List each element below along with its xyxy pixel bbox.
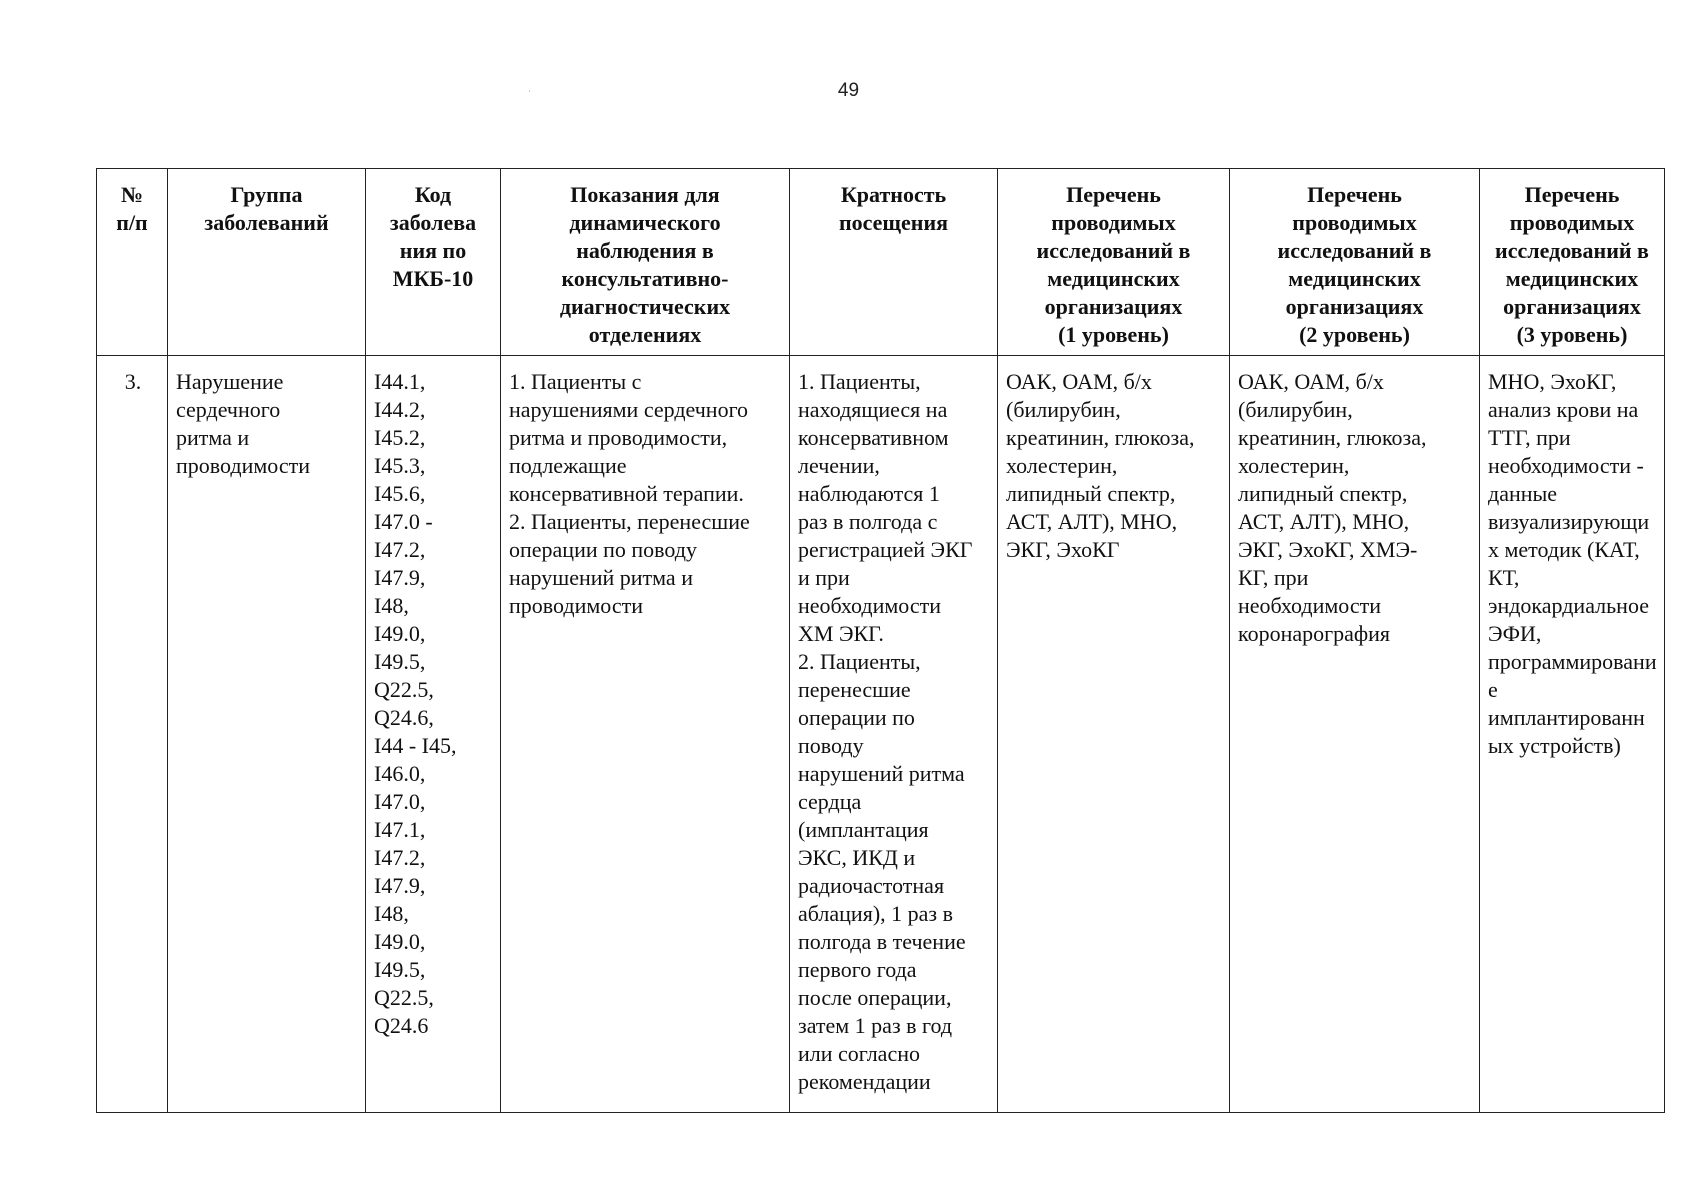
table-row [97, 356, 1665, 1113]
header-group: Группа заболеваний [168, 169, 366, 356]
header-level1: Перечень проводимых исследований в медицинских организациях (1 уровень) [998, 169, 1230, 356]
header-level3: Перечень проводимых исследований в медицинских организациях (3 уровень) [1480, 169, 1665, 356]
cell-group: Нарушение сердечного ритма и проводимости [168, 356, 366, 1113]
page-number: 49 [837, 80, 860, 101]
table-header-row [97, 169, 1665, 356]
cell-code: I44.1, I44.2, I45.2, I45.3, I45.6, I47.0 - I47.2, I47.9, I48, I49.0, I49.5, Q22.5, Q24.6, I44 - I45, I46.0, I47.0, I47.1, I47.2, I47.9, I48, I49.0, I49.5, Q22.5, Q24.6 [366, 356, 501, 1113]
cell-frequency: 1. Пациенты, находящиеся на консервативном лечении, наблюдаются 1 раз в полгода с регистрацией ЭКГ и при необходимости ХМ ЭКГ. 2. Пациенты, перенесшие операции по поводу нарушений ритма сердца (имплантация ЭКС, ИКД и радиочастотная аблация), 1 раз в полгода в течение первого года после операции, затем 1 раз в год или согласно рекомендации [790, 356, 998, 1113]
cell-level1: ОАК, ОАМ, б/х (билирубин, креатинин, глюкоза, холестерин, липидный спектр, АСТ, АЛТ), МНО, ЭКГ, ЭхоКГ [998, 356, 1230, 1113]
cell-indications: 1. Пациенты с нарушениями сердечного ритма и проводимости, подлежащие консервативной терапии. 2. Пациенты, перенесшие операции по поводу нарушений ритма и проводимости [501, 356, 790, 1113]
header-indications: Показания для динамического наблюдения в консультативно- диагностических отделениях [501, 169, 790, 356]
scan-speck: · [528, 86, 531, 96]
observation-table [96, 168, 1665, 1113]
cell-level2: ОАК, ОАМ, б/х (билирубин, креатинин, глюкоза, холестерин, липидный спектр, АСТ, АЛТ), МНО, ЭКГ, ЭхоКГ, ХМЭ- КГ, при необходимости коронарография [1230, 356, 1480, 1113]
header-level2: Перечень проводимых исследований в медицинских организациях (2 уровень) [1230, 169, 1480, 356]
cell-num: 3. [97, 356, 168, 1113]
header-num: № п/п [97, 169, 168, 356]
header-frequency: Кратность посещения [790, 169, 998, 356]
cell-level3: МНО, ЭхоКГ, анализ крови на ТТГ, при необходимости - данные визуализирующи х методик (КАТ, КТ, эндокардиальное ЭФИ, программировани е имплантированн ых устройств) [1480, 356, 1665, 1113]
header-code: Код заболева ния по МКБ-10 [366, 169, 501, 356]
